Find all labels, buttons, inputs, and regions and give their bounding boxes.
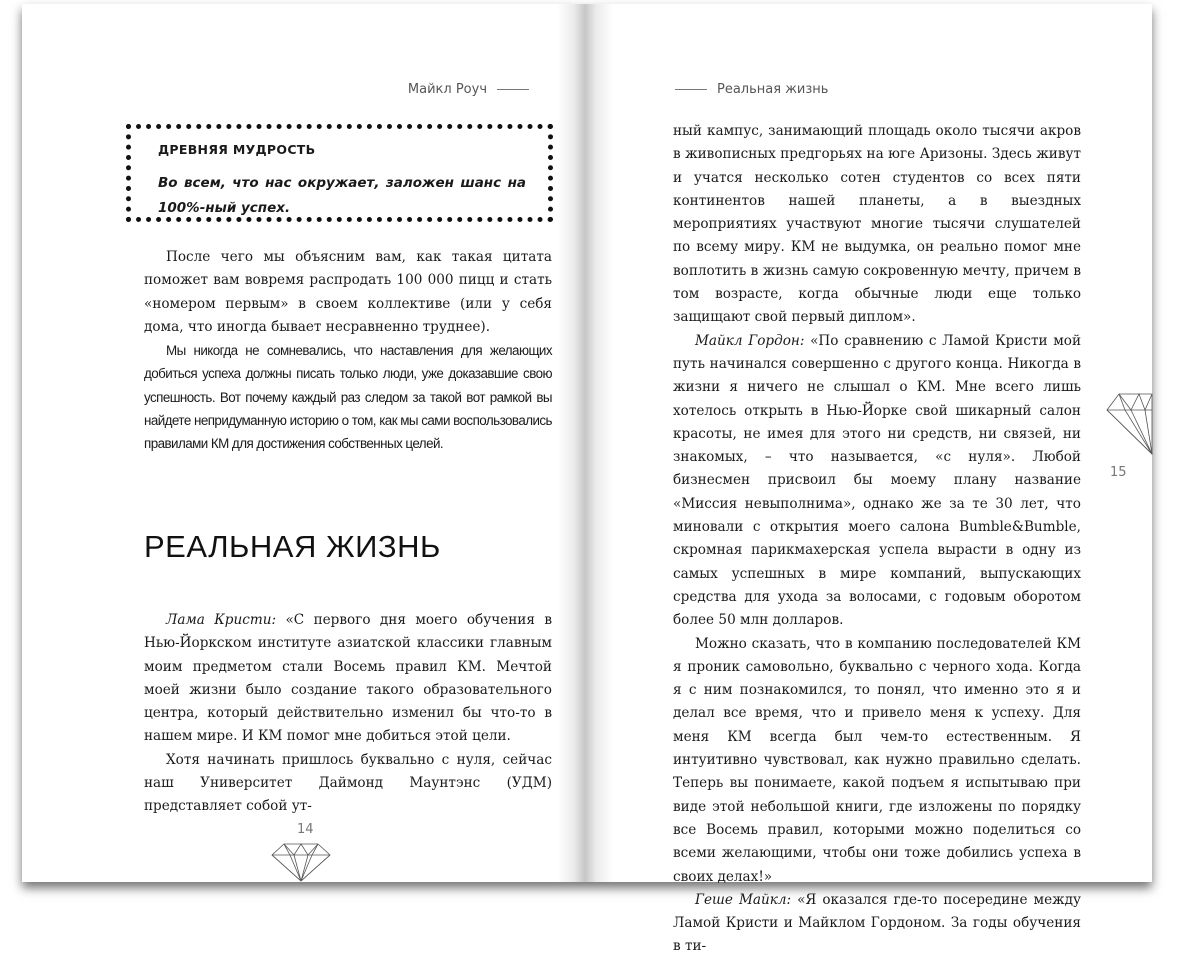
story-text-continued	[673, 120, 1081, 959]
gutter-shadow	[585, 4, 613, 882]
story-text	[144, 609, 552, 819]
page-number-left: 14	[297, 822, 314, 837]
running-head-right	[675, 82, 828, 97]
paragraph	[144, 609, 552, 749]
paragraph: После чего мы объясним вам, как такая цитата поможет вам вовремя распродать 100 000 пицц и стать «номером первым» в своем коллективе (или у себя дома, что иногда бывает несравненно труднее).	[144, 249, 552, 335]
running-head-author: Майкл Роуч	[407, 82, 487, 97]
paragraph	[673, 120, 1081, 330]
speaker-name: Майкл Гордон:	[695, 332, 805, 349]
paragraph	[673, 633, 1081, 889]
speaker-name: Геше Майкл:	[695, 891, 792, 908]
paragraph	[673, 889, 1081, 959]
diamond-icon	[1105, 392, 1152, 456]
left-page	[22, 4, 585, 882]
callout-title: ДРЕВНЯЯ МУДРОСТЬ	[158, 142, 316, 157]
intro-text	[144, 246, 552, 456]
callout-text: Во всем, что нас окружает, заложен шанс на 100%-ный успех.	[158, 175, 526, 216]
gutter-shadow	[557, 4, 585, 882]
paragraph-body: Хотя начинать пришлось буквально с нуля, сейчас наш Университет Даймонд Маунтэнс (УДМ) представляет собой ут-	[144, 751, 552, 815]
section-title: РЕАЛЬНАЯ ЖИЗНЬ	[144, 529, 441, 564]
running-head-chapter: Реальная жизнь	[717, 82, 829, 97]
right-page	[585, 4, 1152, 955]
paragraph	[673, 330, 1081, 633]
paragraph	[144, 749, 552, 819]
paragraph-body: ный кампус, занимающий площадь около тысячи акров в живописных предгорьях на юге Аризоны. Здесь живут и учатся несколько сотен студентов со всех пяти континентов нашей планеты, а в выездных мероприятиях участвуют многие тысячи слушателей по всему миру. КМ не выдумка, он реально помог мне воплотить в жизнь самую сокровенную мечту, причем в том возрасте, когда обычные люди еще только защищают свой первый диплом».	[673, 123, 1081, 326]
paragraph-body: Можно сказать, что в компанию последователей КМ я проник самовольно, буквально с черного хода. Когда я с ним познакомился, то понял, что именно это я и делал все время, что и привело меня к успеху. Для меня КМ всегда был чем-то естественным. Я интуитивно чувствовал, как нужно правильно сделать. Теперь вы понимаете, какой подъем я испытываю при виде этой небольшой книги, где изложены по порядку все Восемь правил, которыми можно поделиться со всеми желающими, чтобы они тоже добились успеха в своих делах!»	[673, 635, 1081, 885]
book-spread	[22, 4, 1152, 955]
running-head-left	[408, 82, 529, 97]
diamond-icon	[270, 842, 332, 882]
paragraph-body: «По сравнению с Ламой Кристи мой путь начинался совершенно с другого конца. Никогда в жизни я ничего не слышал о КМ. Мне всего лишь хотелось открыть в Нью-Йорке свой шикарный салон красоты, не имея для этого ни средств, ни связей, ни знакомых, – что называется, «с нуля». Любой бизнесмен присвоил бы моему плану название «Миссия невыполнима», однако же за те 30 лет, что миновали с открытия моего салона Bumble&Bumble, скромная парикмахерская успела вырасти в одну из самых успешных в мире компаний, выпускающих средства для ухода за волосами, с годовым оборотом более 50 млн долларов.	[673, 332, 1082, 629]
paragraph-body: «С первого дня моего обучения в Нью-Йоркском институте азиатской классики главным моим предметом стали Восемь правил КМ. Мечтой моей жизни было создание такого образовательного центра, который действительно изменил бы что-то в нашем мире. И КМ помог мне добиться этой цели.	[144, 612, 552, 745]
running-head-rule	[497, 89, 529, 90]
speaker-name: Лама Кристи:	[166, 612, 277, 628]
wisdom-callout-box	[126, 124, 553, 222]
paragraph-body: «Я оказался где-то посередине между Ламой Кристи и Майклом Гордоном. За годы обучения в ти-	[673, 891, 1081, 955]
running-head-rule	[675, 89, 707, 90]
paragraph: Мы никогда не сомневались, что наставления для желающих добиться успеха должны писать только люди, уже доказавшие свою успешность. Вот почему каждый раз следом за такой вот рамкой вы найдете непридуманную историю о том, как мы сами воспользовались правилами КМ для достижения собственных целей.	[144, 343, 552, 452]
page-number-right: 15	[1110, 465, 1127, 480]
